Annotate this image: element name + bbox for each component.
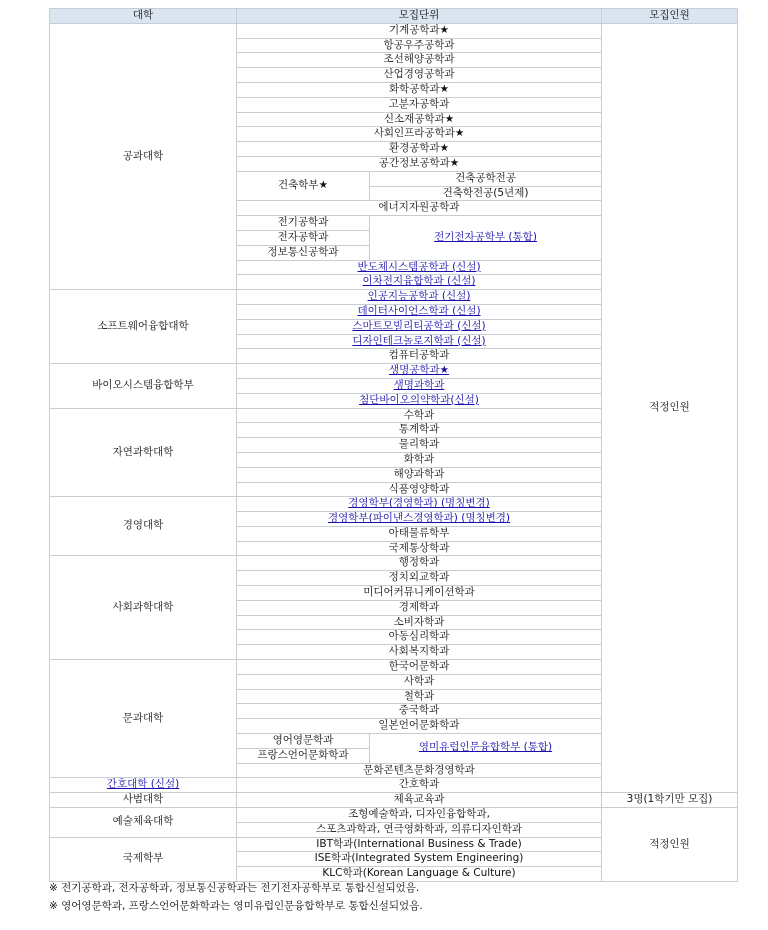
unit-link-cell[interactable] [237, 290, 602, 305]
table-row [50, 23, 738, 38]
college-education: 사범대학 [50, 793, 237, 808]
unit-cell: 신소재공학과★ [237, 112, 602, 127]
college-software: 소프트웨어융합대학 [50, 290, 237, 364]
unit-cell: 화학공학과★ [237, 82, 602, 97]
college-arts: 예술체육대학 [50, 808, 237, 838]
unit-link[interactable]: 스마트모빌리티공학과 (신설) [352, 319, 486, 332]
unit-link-cell[interactable] [237, 334, 602, 349]
unit-old-ee: 전기공학과 [237, 216, 370, 231]
unit-cell: 수학과 [237, 408, 602, 423]
unit-cell: 컴퓨터공학과 [237, 349, 602, 364]
college-science: 자연과학대학 [50, 408, 237, 497]
unit-cell: ISE학과(Integrated System Engineering) [237, 852, 602, 867]
unit-cell: 기계공학과★ [237, 23, 602, 38]
unit-cell: 화학과 [237, 452, 602, 467]
unit-link-cell[interactable] [237, 304, 602, 319]
header-college: 대학 [50, 9, 237, 24]
table-header-row [50, 9, 738, 24]
unit-cell: 스포츠과학과, 연극영화학과, 의류디자인학과 [237, 822, 602, 837]
unit-cell: 중국학과 [237, 704, 602, 719]
unit-link-cell[interactable] [237, 319, 602, 334]
quota-education: 3명(1학기만 모집) [602, 793, 738, 808]
unit-old-ee: 전자공학과 [237, 230, 370, 245]
unit-link-cell[interactable] [237, 275, 602, 290]
unit-cell: 철학과 [237, 689, 602, 704]
unit-link[interactable]: 생명과학과 [393, 378, 445, 391]
unit-cell: 국제통상학과 [237, 541, 602, 556]
unit-cell: 고분자공학과 [237, 97, 602, 112]
unit-cell: IBT학과(International Business & Trade) [237, 837, 602, 852]
quota-main: 적정인원 [602, 23, 738, 792]
unit-link[interactable]: 경영학부(파이낸스경영학과) (명칭변경) [328, 512, 511, 525]
footnote: ※ 영어영문학과, 프랑스언어문화학과는 영미유럽인문융합학부로 통합신설되었음. [49, 900, 423, 912]
unit-link-cell[interactable] [237, 364, 602, 379]
college-liberal: 문과대학 [50, 660, 237, 778]
unit-cell: 에너지자원공학과 [237, 201, 602, 216]
unit-cell: 체육교육과 [237, 793, 602, 808]
unit-link[interactable]: 데이터사이언스학과 (신설) [357, 304, 481, 317]
unit-cell: 항공우주공학과 [237, 38, 602, 53]
footnote: ※ 전기공학과, 전자공학과, 정보통신공학과는 전기전자공학부로 통합신설되었음. [49, 882, 420, 894]
unit-cell: 해양과학과 [237, 467, 602, 482]
unit-cell: 식품영양학과 [237, 482, 602, 497]
college-biosystems: 바이오시스템융합학부 [50, 364, 237, 408]
college-social: 사회과학대학 [50, 556, 237, 660]
unit-link[interactable]: 이차전지융합학과 (신설) [362, 275, 476, 288]
unit-cell: 일본언어문화학과 [237, 719, 602, 734]
table-row [50, 793, 738, 808]
college-international: 국제학부 [50, 837, 237, 881]
unit-cell: 물리학과 [237, 438, 602, 453]
college-nursing[interactable] [50, 778, 237, 793]
unit-link-cell[interactable] [237, 393, 602, 408]
unit-link[interactable]: 디자인테크놀로지학과 (신설) [352, 334, 486, 347]
unit-cell: 소비자학과 [237, 615, 602, 630]
unit-cell: 공간정보공학과★ [237, 156, 602, 171]
college-engineering: 공과대학 [50, 23, 237, 289]
unit-cell: 산업경영공학과 [237, 68, 602, 83]
unit-old-ee: 정보통신공학과 [237, 245, 370, 260]
header-quota: 모집인원 [602, 9, 738, 24]
unit-link-cell[interactable] [237, 260, 602, 275]
unit-cell: 정치외교학과 [237, 571, 602, 586]
college-business: 경영대학 [50, 497, 237, 556]
unit-cell: 환경공학과★ [237, 142, 602, 157]
unit-cell: 사회인프라공학과★ [237, 127, 602, 142]
unit-cell: 미디어커뮤니케이션학과 [237, 586, 602, 601]
unit-cell: KLC학과(Korean Language & Culture) [237, 867, 602, 882]
nursing-college-link[interactable]: 간호대학 (신설) [106, 778, 180, 791]
unit-architecture: 건축학부★ [237, 171, 370, 201]
arch-major: 건축공학전공 [370, 171, 602, 186]
unit-ee-merged[interactable] [370, 216, 602, 260]
unit-lang-merged[interactable] [370, 734, 602, 764]
unit-cell: 통계학과 [237, 423, 602, 438]
unit-link-cell[interactable] [237, 497, 602, 512]
quota-arts-intl: 적정인원 [602, 808, 738, 882]
unit-cell: 한국어문학과 [237, 660, 602, 675]
header-unit: 모집단위 [237, 9, 602, 24]
unit-cell: 조형예술학과, 디자인융합학과, [237, 808, 602, 823]
table-row [50, 808, 738, 823]
unit-link[interactable]: 경영학부(경영학과) (명칭변경) [348, 497, 490, 510]
unit-cell: 문화콘텐츠문화경영학과 [237, 763, 602, 778]
admission-table [49, 8, 738, 882]
unit-link[interactable]: 인공지능공학과 (신설) [367, 290, 471, 303]
arch-major: 건축학전공(5년제) [370, 186, 602, 201]
unit-cell: 사회복지학과 [237, 645, 602, 660]
lang-merged-link[interactable]: 영미유럽인문융합학부 (통합) [418, 741, 553, 754]
unit-link-cell[interactable] [237, 512, 602, 527]
unit-link[interactable]: 반도체시스템공학과 (신설) [357, 260, 481, 273]
unit-cell: 아동심리학과 [237, 630, 602, 645]
unit-cell: 사학과 [237, 674, 602, 689]
unit-link-cell[interactable] [237, 378, 602, 393]
unit-old-lang: 프랑스언어문화학과 [237, 748, 370, 763]
unit-cell: 아태물류학부 [237, 526, 602, 541]
unit-cell: 경제학과 [237, 600, 602, 615]
unit-link[interactable]: 생명공학과★ [388, 364, 450, 377]
unit-cell: 간호학과 [237, 778, 602, 793]
unit-link[interactable]: 첨단바이오의약학과(신설) [359, 393, 479, 406]
unit-cell: 행정학과 [237, 556, 602, 571]
ee-merged-link[interactable]: 전기전자공학부 (통합) [434, 230, 537, 243]
unit-cell: 조선해양공학과 [237, 53, 602, 68]
unit-old-lang: 영어영문학과 [237, 734, 370, 749]
